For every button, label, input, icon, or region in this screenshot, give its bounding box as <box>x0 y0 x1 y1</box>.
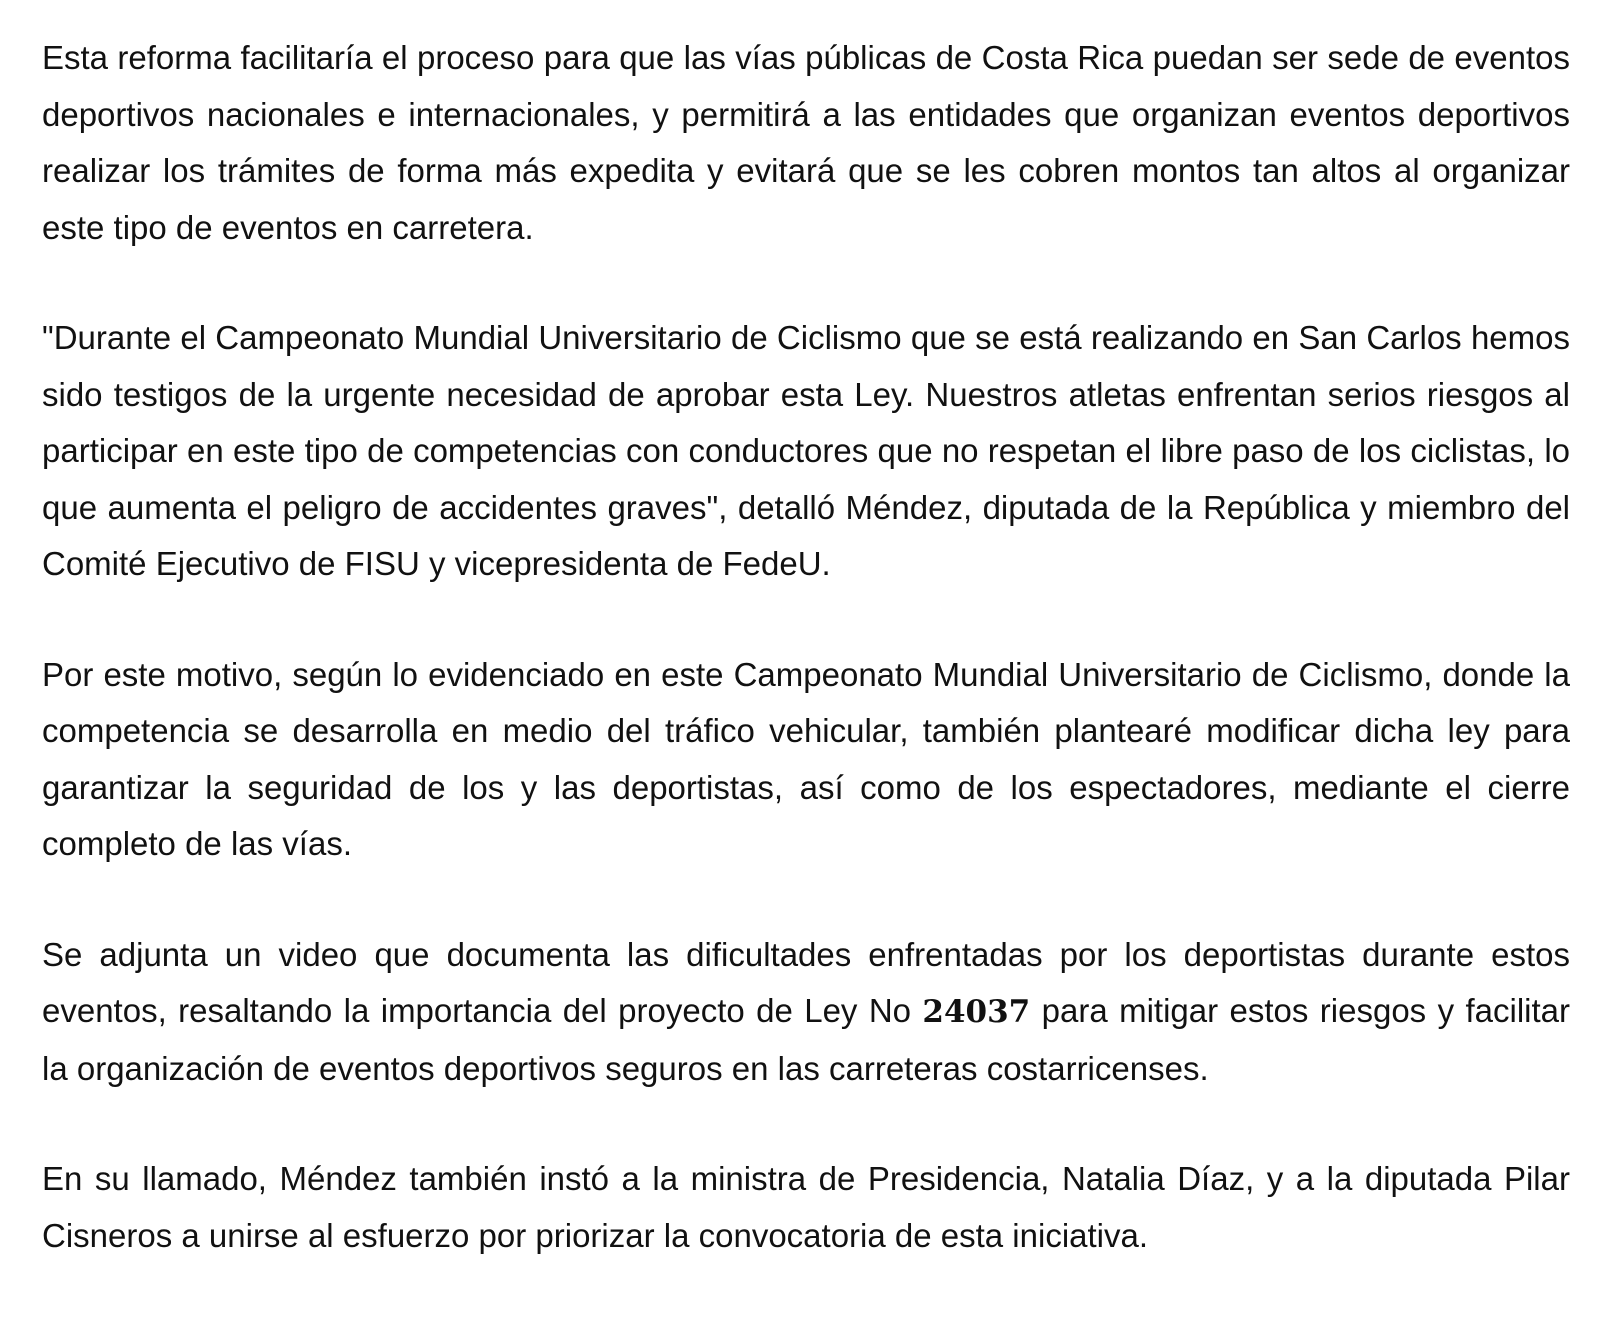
document-body <box>42 30 1570 1264</box>
paragraph-motive: Por este motivo, según lo evidenciado en este Campeonato Mundial Universitario de Ciclismo, donde la competencia se desarrolla en medio del tráfico vehicular, también plantearé modificar dicha ley para garantizar la seguridad de los y las deportistas, así como de los espectadores, mediante el cierre completo de las vías. <box>42 655 1570 862</box>
video-text-after: para mitigar estos riesgos y facilitar la organización de eventos deportivos seguros en las carreteras costarricenses. <box>42 992 1570 1087</box>
law-number: 24037 <box>922 994 1031 1030</box>
video-text-before: Se adjunta un video que documenta las dificultades enfrentadas por los deportistas durante estos eventos, resaltando la importancia del proyecto de Ley No <box>42 935 1570 1029</box>
paragraph-reform: Esta reforma facilitaría el proceso para que las vías públicas de Costa Rica puedan ser sede de eventos deportivos nacionales e internacionales, y permitirá a las entidades que organizan eventos deportivos realizar los trámites de forma más expedita y evitará que se les cobren montos tan altos al organizar este tipo de eventos en carretera. <box>42 39 1570 246</box>
paragraph-quote: "Durante el Campeonato Mundial Universitario de Ciclismo que se está realizando en San Carlos hemos sido testigos de la urgente necesidad de aprobar esta Ley. Nuestros atletas enfrentan serios riesgos al participar en este tipo de competencias con conductores que no respetan el libre paso de los ciclistas, lo que aumenta el peligro de accidentes graves", detalló Méndez, diputada de la República y miembro del Comité Ejecutivo de FISU y vicepresidenta de FedeU. <box>42 319 1570 582</box>
paragraph-closing: En su llamado, Méndez también instó a la ministra de Presidencia, Natalia Díaz, y a la diputada Pilar Cisneros a unirse al esfuerzo por priorizar la convocatoria de esta iniciativa. <box>42 1160 1570 1254</box>
paragraph-video <box>42 927 1570 1098</box>
